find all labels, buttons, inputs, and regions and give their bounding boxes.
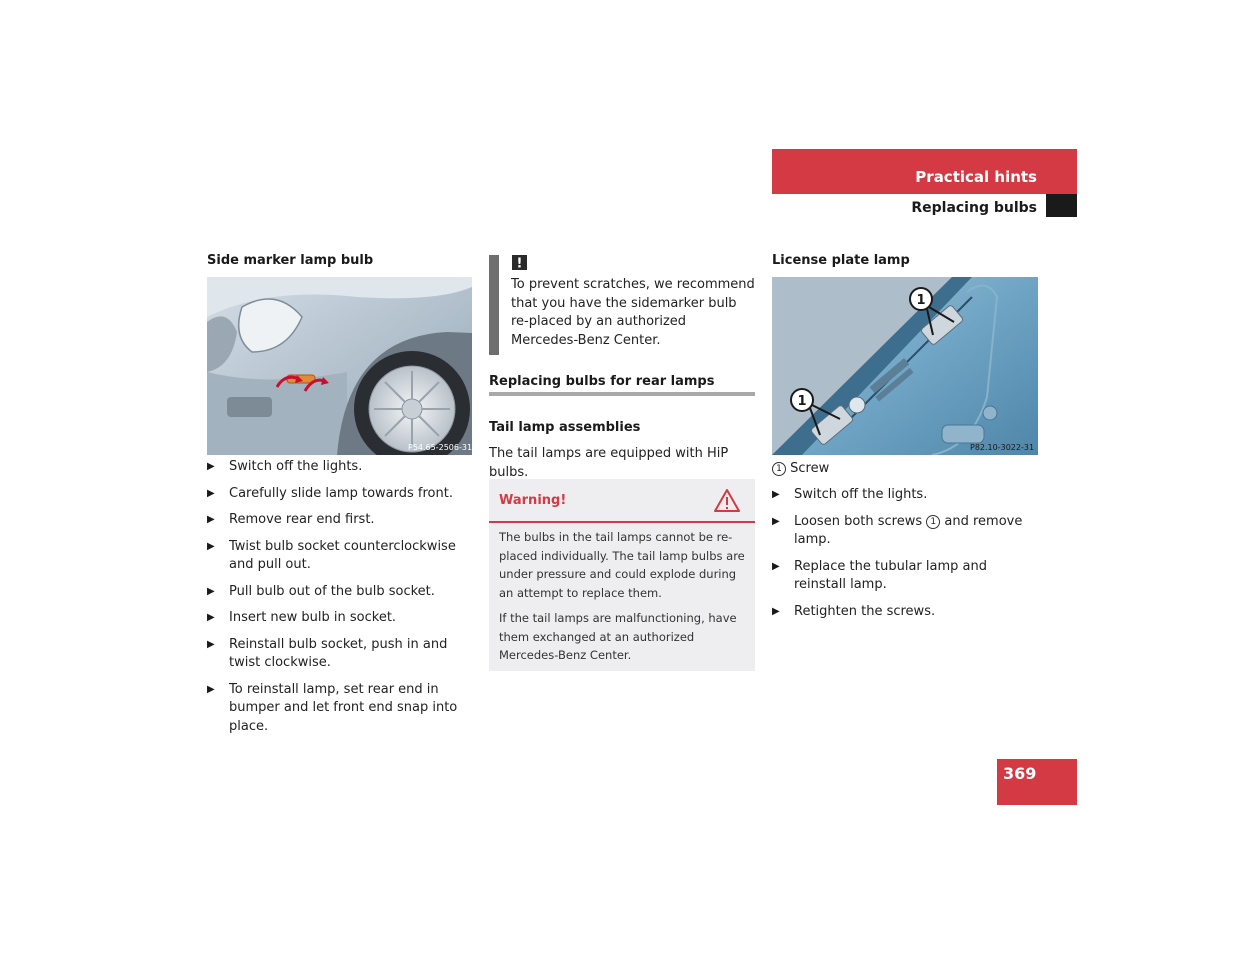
arrow-icon: ▶: [772, 489, 780, 500]
list-item: ▶ Replace the tubular lamp and reinstall lamp.: [772, 558, 987, 592]
figure-code: P54.65-2506-31: [408, 443, 472, 452]
svg-text:1: 1: [916, 293, 926, 308]
section-rule: [489, 392, 755, 396]
list-item: ▶ Switch off the lights.: [772, 486, 1040, 505]
svg-text:!: !: [516, 256, 523, 271]
legend-label: Screw: [790, 461, 830, 476]
rear-lamps-heading: Replacing bulbs for rear lamps: [489, 374, 715, 389]
arrow-icon: ▶: [207, 514, 215, 525]
callout-number: 1: [772, 462, 786, 476]
warning-paragraph: If the tail lamps are malfunctioning, have them exchanged at an authorized Mercedes-Benz Center.: [499, 611, 737, 662]
license-lamp-heading: License plate lamp: [772, 253, 910, 268]
chapter-title: Practical hints: [915, 168, 1037, 186]
arrow-icon: ▶: [772, 605, 780, 617]
callout-number: 1: [926, 515, 940, 529]
side-marker-steps: [207, 458, 475, 736]
tail-lamp-body: The tail lamps are equipped with HiP bulbs.: [489, 446, 729, 480]
note-icon: [511, 254, 528, 271]
side-marker-heading: Side marker lamp bulb: [207, 253, 374, 268]
list-item: ▶ To reinstall lamp, set rear end in bumper and let front end snap into place.: [207, 681, 458, 734]
svg-text:1: 1: [797, 394, 807, 409]
arrow-icon: ▶: [207, 585, 215, 597]
list-item: ▶ Switch off the lights.: [207, 458, 475, 477]
list-item: ▶ Retighten the screws.: [772, 603, 1040, 622]
list-item: ▶ Insert new bulb in socket.: [207, 609, 475, 628]
page-number: 369: [1003, 764, 1037, 783]
arrow-icon: ▶: [772, 515, 780, 527]
list-item: ▶ Loosen both screws 1 and remove lamp.: [772, 513, 1023, 547]
warning-triangle-icon: [713, 488, 741, 513]
warning-paragraph: The bulbs in the tail lamps cannot be re-placed individually. The tail lamp bulbs are under pressure and could explode during an attempt to replace them.: [499, 530, 745, 600]
figure-code: P82.10-3022-31: [970, 443, 1035, 452]
note-bar: [489, 255, 499, 355]
license-lamp-steps: [772, 486, 1040, 621]
section-marker: [1046, 194, 1077, 217]
legend: [772, 460, 1037, 479]
tail-lamp-heading: Tail lamp assemblies: [489, 420, 641, 435]
arrow-icon: ▶: [207, 612, 215, 623]
list-item: ▶ Reinstall bulb socket, push in and twist clockwise.: [207, 636, 448, 670]
arrow-icon: ▶: [207, 683, 215, 695]
list-item: ▶ Twist bulb socket counterclockwise and pull out.: [207, 538, 456, 572]
note-text: To prevent scratches, we recommend that you have the sidemarker bulb re-placed by an authorized Mercedes-Benz Center.: [511, 277, 755, 348]
section-title: Replacing bulbs: [911, 200, 1037, 216]
arrow-icon: ▶: [772, 560, 780, 572]
warning-divider: [489, 521, 755, 523]
side-marker-figure: [207, 277, 472, 455]
list-item: ▶ Remove rear end first.: [207, 511, 475, 530]
license-lamp-figure: [772, 277, 1038, 455]
arrow-icon: ▶: [207, 461, 215, 472]
arrow-icon: ▶: [207, 487, 215, 499]
warning-title: Warning!: [499, 493, 567, 508]
arrow-icon: ▶: [207, 540, 215, 552]
list-item: ▶ Pull bulb out of the bulb socket.: [207, 583, 475, 602]
arrow-icon: ▶: [207, 638, 215, 650]
list-item: ▶ Carefully slide lamp towards front.: [207, 485, 475, 504]
